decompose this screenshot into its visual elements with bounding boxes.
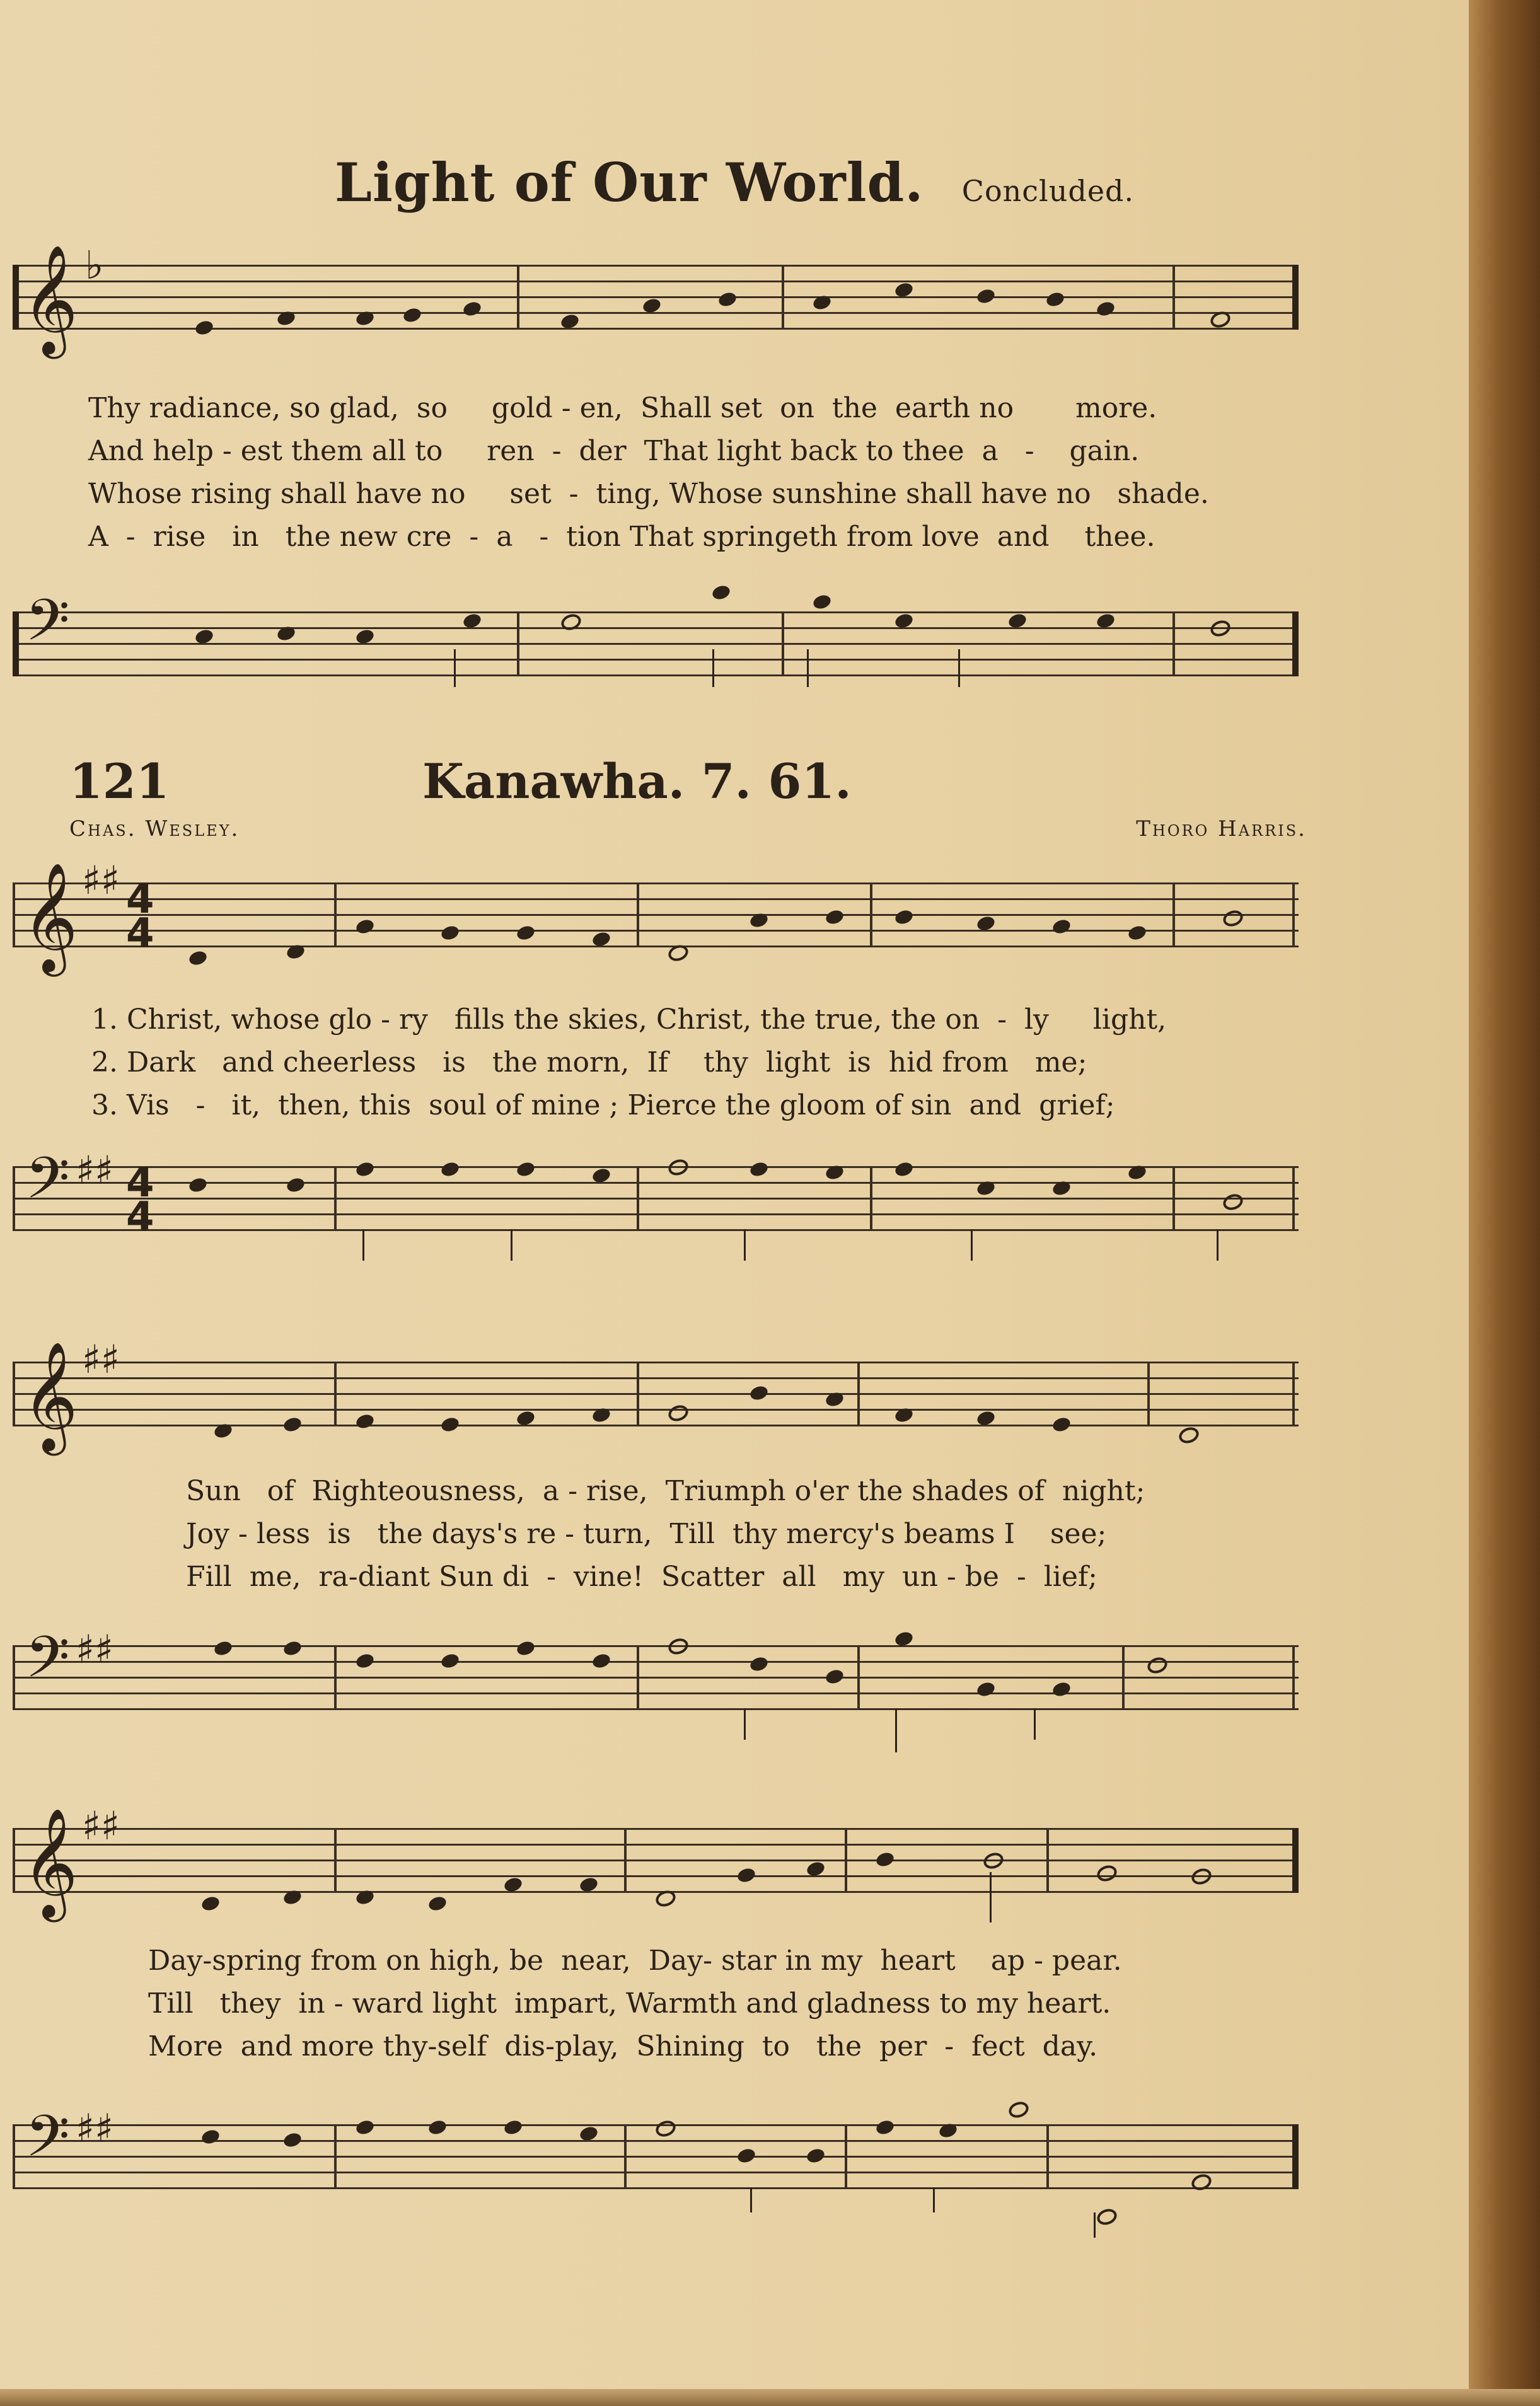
treble-staff [13, 876, 1299, 946]
note-stem [1034, 1708, 1036, 1740]
page-title [0, 151, 1469, 214]
time-signature-bottom: 4 [126, 1194, 154, 1241]
note-stem [511, 1229, 512, 1261]
kanawha-lyrics-2-2: Joy - less is the days's re - turn, Till thy mercy's beams I see; [186, 1518, 1107, 1550]
kanawha-system-1-treble [13, 857, 1299, 996]
sharp-icon: ♯♯ [76, 1147, 114, 1193]
note-stem [362, 1229, 364, 1261]
treble-staff [13, 1828, 1299, 1891]
kanawha-lyrics-2-3: Fill me, ra-diant Sun di - vine! Scatter all my un - be - lief; [186, 1561, 1098, 1593]
note-stem [744, 1229, 746, 1261]
note [811, 593, 832, 611]
kanawha-lyrics-1-2: 2. Dark and cheerless is the morn, If thy light is hid from me; [91, 1046, 1087, 1079]
bass-clef-icon: 𝄢 [25, 2103, 70, 2183]
treble-clef-icon: 𝄞 [22, 245, 78, 354]
kanawha-lyrics-1-1: 1. Christ, whose glo - ry fills the skies, Christ, the true, the on - ly light, [91, 1003, 1167, 1036]
note [710, 584, 731, 601]
sharp-icon: ♯♯ [76, 2105, 114, 2151]
bass-staff [13, 1160, 1299, 1229]
title-text: Light of Our World. [334, 151, 924, 214]
time-signature [126, 1160, 154, 1241]
note [200, 1895, 221, 1912]
time-signature-bottom: 4 [126, 910, 154, 957]
top-lyrics-line-2: And help - est them all to ren - der That light back to thee a - gain. [88, 435, 1140, 467]
top-lyrics-line-4: A - rise in the new cre - a - tion That springeth from love and thee. [88, 521, 1155, 553]
treble-clef-icon: 𝄞 [22, 862, 78, 972]
kanawha-lyrics-1-3: 3. Vis - it, then, this soul of mine ; Pierce the gloom of sin and grief; [91, 1089, 1115, 1121]
note-stem [712, 649, 714, 687]
time-signature-top: 4 [126, 1160, 154, 1206]
composer-credit: Thoro Harris. [1136, 816, 1307, 842]
top-lyrics-line-1: Thy radiance, so glad, so gold - en, Shall set on the earth no more. [88, 392, 1157, 424]
time-signature-top: 4 [126, 876, 154, 923]
note-stem [971, 1229, 973, 1261]
top-bass-system [13, 586, 1299, 712]
hymn-number: 121 [69, 753, 170, 809]
author-credit: Chas. Wesley. [69, 816, 240, 842]
sharp-icon: ♯♯ [82, 1336, 120, 1382]
kanawha-lyrics-3-3: More and more thy-self dis-play, Shining to the per - fect day. [148, 2030, 1098, 2062]
sharp-icon: ♯♯ [76, 1626, 114, 1672]
note-stem [744, 1708, 746, 1740]
kanawha-lyrics-2-1: Sun of Righteousness, a - rise, Triumph o'er the shades of night; [186, 1475, 1145, 1507]
kanawha-system-3-treble [13, 1803, 1299, 1941]
treble-clef-icon: 𝄞 [22, 1808, 78, 1917]
kanawha-lyrics-3-2: Till they in - ward light impart, Warmth and gladness to my heart. [148, 1987, 1111, 2020]
half-note [1007, 2099, 1031, 2120]
note-stem [750, 2187, 752, 2212]
top-lyrics-line-3: Whose rising shall have no set - ting, Whose sunshine shall have no shade. [88, 478, 1209, 510]
kanawha-system-3-bass [13, 2086, 1299, 2250]
page-edge [0, 2389, 1540, 2406]
kanawha-system-1-bass [13, 1135, 1299, 1273]
title-subtitle: Concluded. [961, 174, 1135, 208]
bass-clef-icon: 𝄢 [25, 587, 70, 668]
bass-staff [13, 1645, 1299, 1708]
note-stem [895, 1708, 897, 1752]
note-stem [1217, 1229, 1219, 1261]
flat-icon: ♭ [85, 242, 104, 288]
treble-clef-icon: 𝄞 [22, 1341, 78, 1451]
sharp-icon: ♯♯ [82, 857, 120, 903]
note-stem [990, 1872, 992, 1923]
note-stem [1094, 2212, 1096, 2238]
kanawha-lyrics-3-1: Day-spring from on high, be near, Day- star in my heart ap - pear. [148, 1945, 1122, 1977]
bass-clef-icon: 𝄢 [25, 1145, 70, 1225]
treble-staff [13, 265, 1299, 328]
note [187, 949, 208, 967]
note-stem [958, 649, 960, 687]
note-stem [933, 2187, 935, 2212]
kanawha-system-2-treble [13, 1311, 1299, 1475]
sharp-icon: ♯♯ [82, 1803, 120, 1849]
hymn-name: Kanawha. 7. 61. [422, 753, 852, 809]
note [427, 1895, 448, 1912]
half-note [1177, 1425, 1201, 1445]
treble-staff [13, 1362, 1299, 1425]
bass-clef-icon: 𝄢 [25, 1624, 70, 1704]
note-stem [807, 649, 809, 687]
half-note [1095, 2206, 1119, 2227]
top-treble-system [13, 242, 1299, 359]
time-signature [126, 876, 154, 957]
kanawha-system-2-bass [13, 1614, 1299, 1752]
note-stem [454, 649, 456, 687]
